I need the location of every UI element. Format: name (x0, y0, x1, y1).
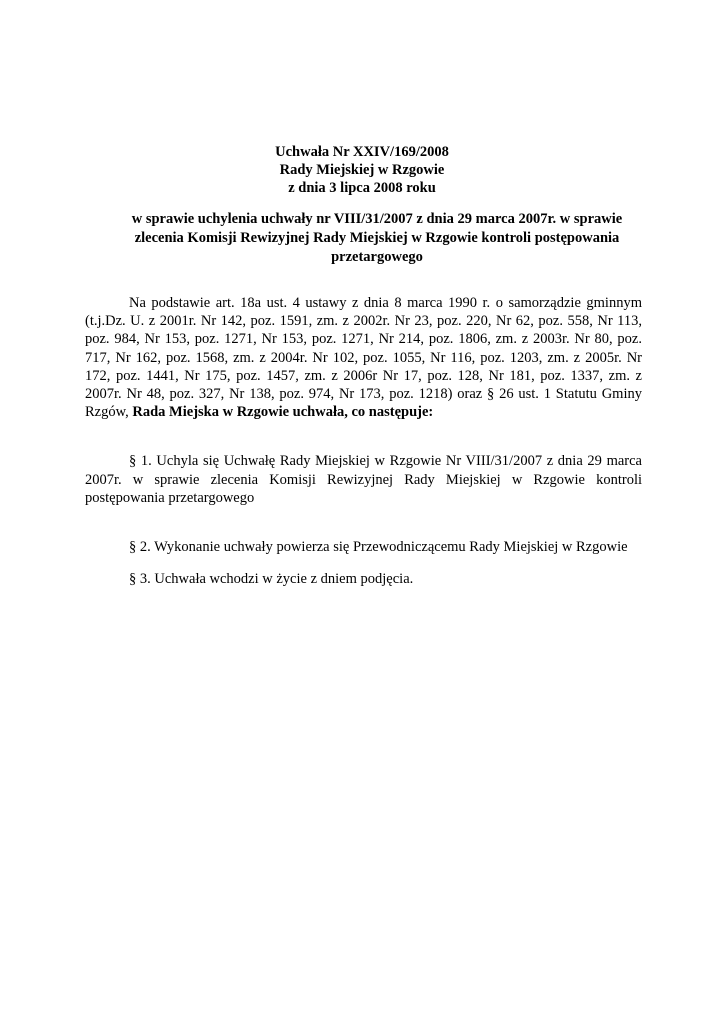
section-3: § 3. Uchwała wchodzi w życie z dniem podjęcia. (129, 571, 414, 587)
section-1: § 1. Uchyla się Uchwałę Rady Miejskiej w Rzgowie Nr VIII/31/2007 z dnia 29 marca 2007r. w sprawie zlecenia Komisji Rewizyjnej Rady Miejskiej w Rzgowie kontroli postępowania przetargowego (85, 453, 642, 506)
enacting-clause: Rada Miejska w Rzgowie uchwała, co następuje: (132, 404, 434, 421)
legal-basis-paragraph (85, 294, 642, 421)
council-name: Rady Miejskiej w Rzgowie (279, 162, 445, 178)
legal-basis-text: Na podstawie art. 18a ust. 4 ustawy z dnia 8 marca 1990 r. o samorządzie gminnym (t.j.Dz. U. z 2001r. Nr 142, poz. 1591, zm. z 2002r. Nr 23, poz. 220, Nr 62, poz. 558, Nr 113, poz. 984, Nr 153, poz. 1271, Nr 153, poz. 1271, Nr 214, poz. 1806, zm. z 2003r. Nr 80, poz. 717, Nr 162, poz. 1568, zm. z 2004r. Nr 102, poz. 1055, Nr 116, poz. 1203, zm. z 2005r. Nr 172, poz. 1441, Nr 175, poz. 1457, zm. z 2006r Nr 17, poz. 128, Nr 181, poz. 1337, zm. z 2007r. Nr 48, poz. 327, Nr 138, poz. 974, Nr 173, poz. 1218) oraz § 26 ust. 1 Statutu Gminy Rzgów, (85, 295, 642, 421)
section-2: § 2. Wykonanie uchwały powierza się Przewodniczącemu Rady Miejskiej w Rzgowie (129, 539, 628, 555)
resolution-number: Uchwała Nr XXIV/169/2008 (275, 144, 449, 160)
resolution-header (0, 143, 724, 197)
resolution-date: z dnia 3 lipca 2008 roku (288, 180, 436, 196)
resolution-subject: w sprawie uchylenia uchwały nr VIII/31/2007 z dnia 29 marca 2007r. w sprawie zlecenia Komisji Rewizyjnej Rady Miejskiej w Rzgowie kontroli postępowania przetargowego (131, 211, 623, 265)
